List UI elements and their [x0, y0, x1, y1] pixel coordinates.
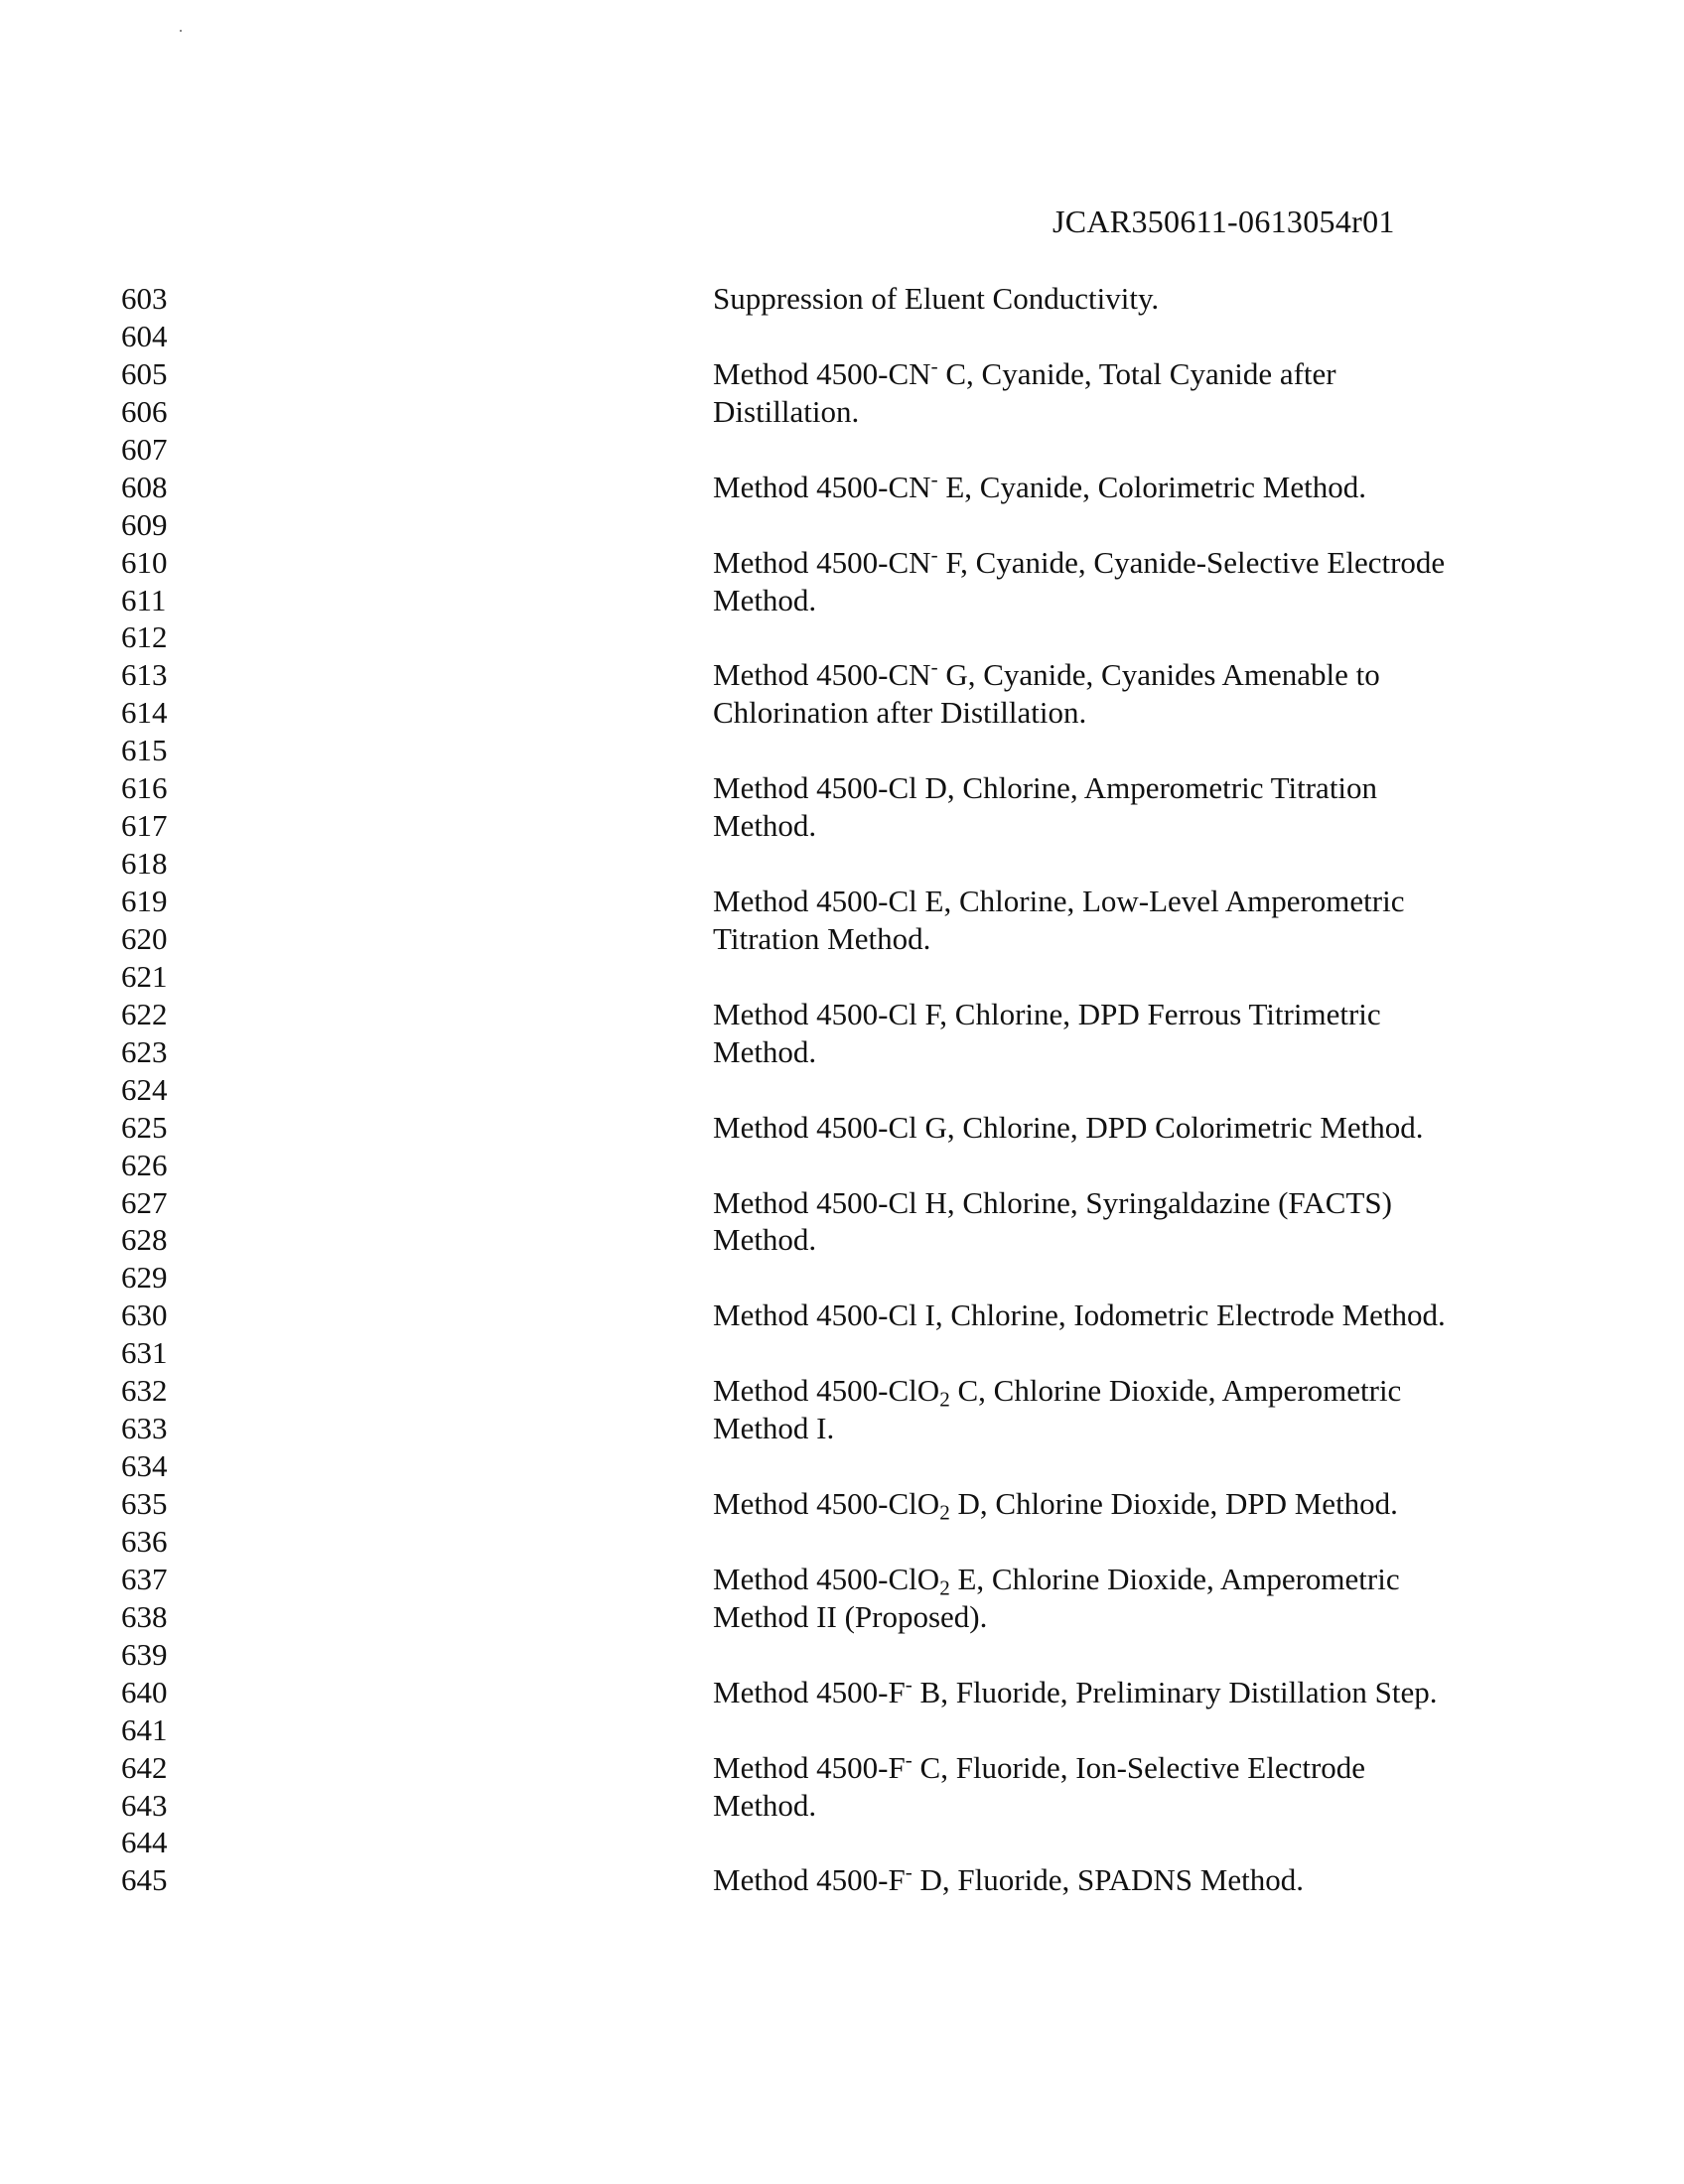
superscript-charge: -: [930, 654, 938, 679]
line-number: 620: [121, 920, 168, 956]
line-number: 632: [121, 1373, 168, 1409]
document-line: [121, 393, 1611, 431]
line-text: [713, 469, 1366, 506]
line-number: 606: [121, 393, 168, 429]
line-text-rest: E, Chlorine Dioxide, Amperometric: [949, 1561, 1400, 1596]
document-line: [121, 1447, 1611, 1485]
document-line: [121, 1033, 1611, 1071]
line-number: 607: [121, 431, 168, 467]
line-text-main: Method 4500-Cl H, Chlorine, Syringaldazine (FACTS): [713, 1184, 1392, 1220]
line-number: 631: [121, 1335, 168, 1371]
line-text: [713, 280, 1159, 318]
subscript-index: 2: [939, 1500, 950, 1525]
line-text: [713, 694, 1086, 732]
document-line: [121, 1147, 1611, 1184]
line-number: 622: [121, 996, 168, 1031]
subscript-index: 2: [939, 1387, 950, 1412]
subscript-index: 2: [939, 1575, 950, 1600]
line-text-main: Method 4500-F: [713, 1674, 906, 1709]
document-line: [121, 1221, 1611, 1259]
document-line: [121, 1372, 1611, 1410]
document-line: [121, 656, 1611, 694]
document-line: [121, 1259, 1611, 1297]
line-text-main: Method 4500-CN: [713, 469, 931, 504]
document-line: [121, 1410, 1611, 1447]
line-text-rest: C, Cyanide, Total Cyanide after: [937, 355, 1336, 391]
line-text-main: Method 4500-ClO: [713, 1373, 940, 1409]
line-text: [713, 1598, 987, 1636]
document-line: [121, 883, 1611, 920]
document-line: [121, 694, 1611, 732]
line-number: 638: [121, 1598, 168, 1634]
line-number: 603: [121, 281, 168, 316]
line-text: [713, 355, 1336, 393]
line-text-main: Method 4500-CN: [713, 544, 931, 580]
line-number: 610: [121, 544, 168, 580]
line-text: [713, 1410, 834, 1447]
line-text-main: Method 4500-F: [713, 1749, 906, 1785]
document-line: [121, 1561, 1611, 1598]
line-text-main: Method 4500-Cl G, Chlorine, DPD Colorimetric Method.: [713, 1109, 1424, 1145]
superscript-charge: -: [905, 1672, 912, 1697]
superscript-charge: -: [930, 467, 938, 491]
line-number: 618: [121, 846, 168, 882]
line-text-main: Method 4500-ClO: [713, 1486, 940, 1521]
line-number: 644: [121, 1825, 168, 1860]
line-text-main: Method 4500-ClO: [713, 1561, 940, 1596]
document-line: [121, 996, 1611, 1033]
line-text-rest: D, Fluoride, SPADNS Method.: [912, 1862, 1304, 1898]
line-text: [713, 1861, 1304, 1899]
line-text-rest: C, Chlorine Dioxide, Amperometric: [949, 1373, 1402, 1409]
line-number: 624: [121, 1071, 168, 1107]
line-text-main: Method 4500-Cl E, Chlorine, Low-Level Amperometric: [713, 884, 1405, 918]
line-text-main: Method.: [713, 1033, 817, 1069]
line-number: 639: [121, 1636, 168, 1672]
document-line: [121, 318, 1611, 355]
document-line: [121, 732, 1611, 769]
line-text-main: Method 4500-CN: [713, 657, 931, 693]
line-number: 637: [121, 1561, 168, 1596]
line-number: 609: [121, 506, 168, 542]
document-line: [121, 1674, 1611, 1711]
document-line: [121, 958, 1611, 996]
line-number: 645: [121, 1862, 168, 1898]
line-number: 605: [121, 355, 168, 391]
line-text-main: Titration Method.: [713, 920, 931, 956]
document-line: [121, 1787, 1611, 1825]
line-text: [713, 920, 930, 958]
line-text-rest: G, Cyanide, Cyanides Amenable to: [937, 657, 1380, 693]
document-line: [121, 920, 1611, 958]
line-text-rest: F, Cyanide, Cyanide-Selective Electrode: [937, 544, 1446, 580]
line-number: 628: [121, 1222, 168, 1258]
line-text: [713, 883, 1405, 920]
numbered-lines: [121, 280, 1611, 1899]
line-text-main: Method 4500-Cl I, Chlorine, Iodometric Electrode Method.: [713, 1297, 1446, 1333]
document-line: [121, 1184, 1611, 1222]
document-line: [121, 1109, 1611, 1147]
superscript-charge: -: [905, 1746, 912, 1771]
line-number: 635: [121, 1486, 168, 1521]
document-line: [121, 1297, 1611, 1334]
line-number: 630: [121, 1297, 168, 1333]
line-text: [713, 769, 1377, 807]
document-line: [121, 1485, 1611, 1523]
document-line: [121, 1334, 1611, 1372]
line-text-main: Distillation.: [713, 393, 860, 429]
line-number: 629: [121, 1260, 168, 1296]
line-text-main: Chlorination after Distillation.: [713, 695, 1087, 731]
line-number: 611: [121, 582, 167, 617]
document-line: [121, 582, 1611, 619]
line-text: [713, 1561, 1400, 1598]
line-text: [713, 541, 1446, 582]
line-text: [713, 393, 859, 431]
line-text: [713, 1033, 816, 1071]
line-text-rest: E, Cyanide, Colorimetric Method.: [937, 469, 1366, 504]
document-line: [121, 1746, 1611, 1787]
superscript-charge: -: [930, 353, 938, 378]
line-number: 633: [121, 1411, 168, 1446]
line-text-rest: D, Chlorine Dioxide, DPD Method.: [949, 1486, 1398, 1521]
line-text-rest: C, Fluoride, Ion-Selective Electrode: [912, 1749, 1366, 1785]
document-line: [121, 618, 1611, 656]
line-text: [713, 807, 816, 845]
superscript-charge: -: [930, 541, 938, 566]
line-text-main: Method 4500-Cl D, Chlorine, Amperometric Titration: [713, 770, 1378, 806]
line-text-main: Method 4500-CN: [713, 355, 931, 391]
line-text: [713, 1485, 1398, 1523]
line-text-main: Method I.: [713, 1411, 835, 1446]
document-line: [121, 1861, 1611, 1899]
line-number: 623: [121, 1033, 168, 1069]
line-text-main: Method.: [713, 808, 817, 844]
line-number: 636: [121, 1523, 168, 1559]
line-text: [713, 1372, 1401, 1410]
document-line: [121, 769, 1611, 807]
line-number: 643: [121, 1787, 168, 1823]
line-number: 641: [121, 1711, 168, 1747]
line-number: 640: [121, 1674, 168, 1709]
line-number: 627: [121, 1184, 168, 1220]
scan-speck: [180, 30, 182, 32]
line-text: [713, 656, 1380, 694]
line-text-main: Method 4500-F: [713, 1862, 906, 1898]
line-number: 614: [121, 695, 168, 731]
document-line: [121, 1598, 1611, 1636]
document-line: [121, 1071, 1611, 1109]
line-text: [713, 1221, 816, 1259]
line-number: 621: [121, 958, 168, 994]
line-number: 634: [121, 1448, 168, 1484]
line-text-main: Method 4500-Cl F, Chlorine, DPD Ferrous Titrimetric: [713, 996, 1381, 1031]
line-text: [713, 1746, 1366, 1787]
line-number: 625: [121, 1109, 168, 1145]
document-id: JCAR350611-0613054r01: [1052, 204, 1395, 239]
line-text-main: Suppression of Eluent Conductivity.: [713, 281, 1160, 316]
line-text: [713, 996, 1381, 1033]
line-number: 616: [121, 770, 168, 806]
document-line: [121, 280, 1611, 318]
line-number: 617: [121, 808, 168, 844]
line-number: 615: [121, 733, 168, 768]
document-line: [121, 506, 1611, 544]
line-text-main: Method.: [713, 1787, 817, 1823]
line-number: 608: [121, 469, 168, 504]
document-line: [121, 1636, 1611, 1674]
line-text-main: Method.: [713, 1222, 817, 1258]
line-text-rest: B, Fluoride, Preliminary Distillation Step.: [912, 1674, 1438, 1709]
line-text-main: Method.: [713, 582, 817, 617]
line-text-main: Method II (Proposed).: [713, 1598, 988, 1634]
document-line: [121, 541, 1611, 582]
line-text: [713, 582, 816, 619]
document-line: [121, 1824, 1611, 1861]
document-line: [121, 1523, 1611, 1561]
document-line: [121, 431, 1611, 469]
line-text: [713, 1109, 1424, 1147]
line-number: 613: [121, 657, 168, 693]
document-line: [121, 1711, 1611, 1749]
line-number: 619: [121, 884, 168, 918]
document-line: [121, 469, 1611, 506]
line-number: 626: [121, 1147, 168, 1182]
line-text: [713, 1787, 816, 1825]
line-text: [713, 1184, 1392, 1222]
line-text: [713, 1297, 1446, 1334]
document-line: [121, 355, 1611, 393]
line-number: 612: [121, 619, 168, 655]
line-text: [713, 1674, 1437, 1711]
line-number: 604: [121, 318, 168, 353]
document-line: [121, 845, 1611, 883]
superscript-charge: -: [905, 1859, 912, 1884]
line-number: 642: [121, 1749, 168, 1785]
document-line: [121, 807, 1611, 845]
